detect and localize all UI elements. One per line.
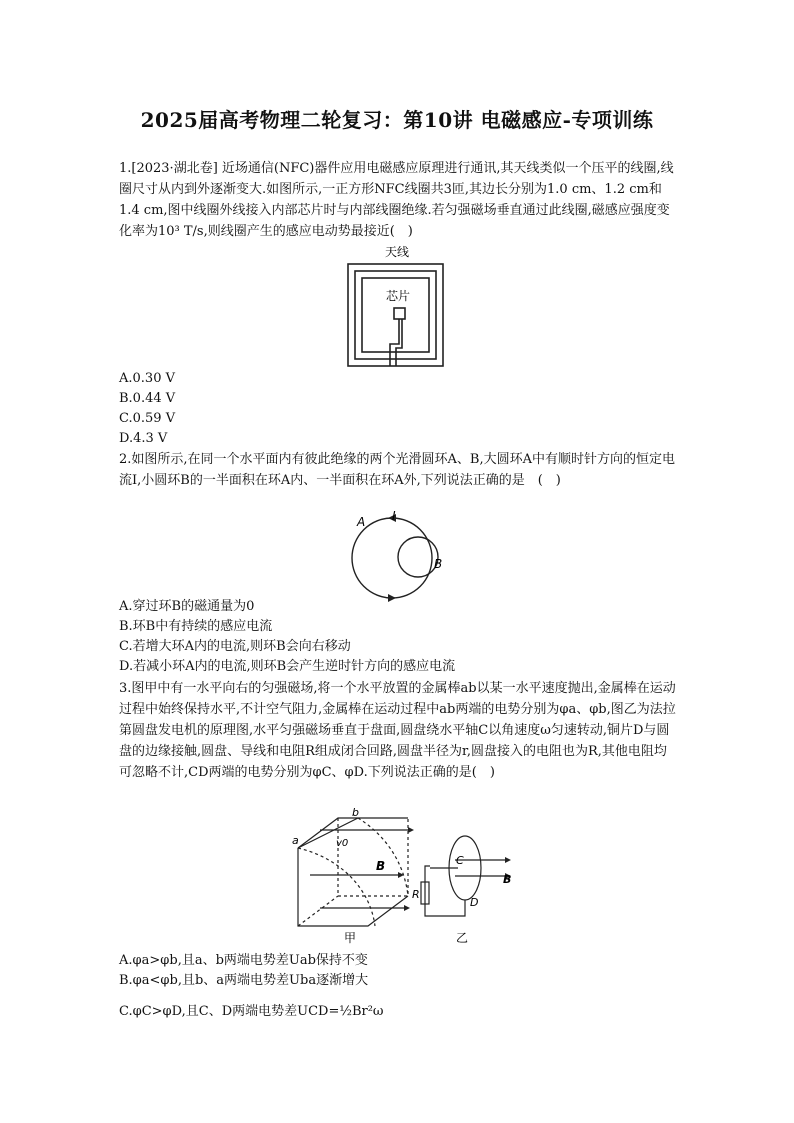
- field-and-disk-figure: [280, 808, 520, 948]
- field-b-right-label: B: [503, 873, 512, 886]
- q2-option-a[interactable]: A.穿过环B的磁通量为0: [119, 599, 255, 614]
- q2-option-d[interactable]: D.若减小环A内的电流,则环B会产生逆时针方向的感应电流: [119, 659, 456, 674]
- rod-end-a-label: a: [292, 834, 299, 847]
- antenna-label: 天线: [385, 245, 410, 259]
- chip-label: 芯片: [386, 289, 411, 303]
- ring-b-label: B: [434, 557, 443, 571]
- current-i-label: I: [392, 510, 396, 523]
- question-1-stem: 1.[2023·湖北卷] 近场通信(NFC)器件应用电磁感应原理进行通讯,其天线类似一个压平的线圈,线圈尺寸从内到外逐渐变大.如图所示,一正方形NFC线圈共3匝,其边长分别为1.0 cm、1.2 cm和1.4 cm,图中线圈外线接入内部芯片时与内部线圈绝缘.若匀强磁场垂直通过此线圈,磁感应强度变化率为10³ T/s,则线圈产生的感应电动势最接近( ): [119, 161, 674, 239]
- rings-figure: [348, 510, 458, 602]
- q1-option-c[interactable]: C.0.59 V: [119, 411, 176, 426]
- field-b-left-label: B: [376, 859, 386, 873]
- q2-option-b[interactable]: B.环B中有持续的感应电流: [119, 619, 273, 634]
- brush-d-label: D: [470, 896, 479, 909]
- q1-option-b[interactable]: B.0.44 V: [119, 391, 176, 406]
- q2-option-c[interactable]: C.若增大环A内的电流,则环B会向右移动: [119, 639, 351, 654]
- ring-a-label: A: [357, 515, 366, 529]
- page-title: 2025届高考物理二轮复习：第10讲 电磁感应-专项训练: [140, 108, 654, 132]
- q3-option-c[interactable]: C.φC>φD,且C、D两端电势差UCD=½Br²ω: [119, 1004, 384, 1019]
- question-3-stem: 3.图甲中有一水平向右的匀强磁场,将一个水平放置的金属棒ab以某一水平速度抛出,金属棒在运动过程中始终保持水平,不计空气阻力,金属棒在运动过程中ab两端的电势分别为φa、φb,图乙为法拉第圆盘发电机的原理图,水平匀强磁场垂直于盘面,圆盘绕水平轴C以角速度ω匀速转动,铜片D与圆盘的边缘接触,圆盘、导线和电阻R组成闭合回路,圆盘半径为r,圆盘接入的电阻也为R,其他电阻均可忽略不计,CD两端的电势分别为φC、φD.下列说法正确的是( ): [119, 681, 676, 780]
- axis-c-label: C: [456, 854, 464, 867]
- q3-option-a[interactable]: A.φa>φb,且a、b两端电势差Uab保持不变: [119, 953, 368, 968]
- nfc-coil-figure: [340, 244, 450, 370]
- velocity-label: v0: [336, 838, 349, 849]
- q1-option-d[interactable]: D.4.3 V: [119, 431, 168, 446]
- resistor-r-label: R: [412, 888, 420, 901]
- figure-yi-label: 乙: [456, 931, 469, 945]
- q3-option-b[interactable]: B.φa<φb,且b、a两端电势差Uba逐渐增大: [119, 973, 369, 988]
- question-2-stem: 2.如图所示,在同一个水平面内有彼此绝缘的两个光滑圆环A、B,大圆环A中有顺时针方向的恒定电流I,小圆环B的一半面积在环A内、一半面积在环A外,下列说法正确的是 ( ): [119, 452, 675, 488]
- figure-jia-label: 甲: [344, 931, 357, 945]
- rod-end-b-label: b: [352, 808, 359, 819]
- q1-option-a[interactable]: A.0.30 V: [119, 371, 175, 386]
